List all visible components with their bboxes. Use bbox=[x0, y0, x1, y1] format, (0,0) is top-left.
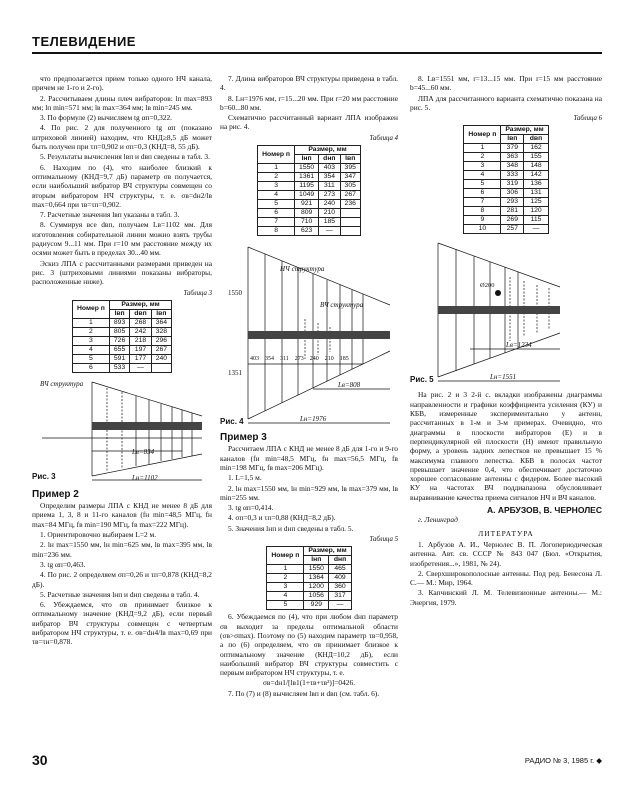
table-cell: 4 bbox=[267, 592, 304, 601]
table-cell: 364 bbox=[151, 318, 171, 327]
table-cell: 5 bbox=[267, 601, 304, 610]
reference: 3. Капчинский Л. М. Телевизионные антенны.— М.: Энергия, 1979. bbox=[410, 588, 602, 607]
table-row bbox=[258, 227, 361, 236]
table-cell: 257 bbox=[501, 225, 524, 234]
table-header-size: Размер, мм bbox=[501, 126, 548, 135]
paragraph: 6. Убеждаемся по (4), что при любом dнп параметр σв выходит за пределы оптимальной области (σв>σmax). Поэтому по (5) находим параметр τв=0,958, а по (6) определяем, что σв принимает близкое к оптимальному значение (КНД=10,2 дБ), если наибольший вибратор ВЧ структуры совместить с первым вибратором НЧ структуры, т. е. bbox=[220, 612, 398, 678]
table-row bbox=[267, 574, 351, 583]
table-cell: 1 bbox=[267, 565, 304, 574]
table-cell: 347 bbox=[340, 173, 360, 182]
table-row bbox=[464, 189, 548, 198]
paragraph: Рассчитаем ЛПА с КНД не менее 8 дБ для 1-го и 9-го каналов (fн min=48,5 МГц, fн max=56,5 МГц, fв min=198 МГц, fв max=206 МГц). bbox=[220, 444, 398, 472]
table-row bbox=[72, 318, 171, 327]
table-cell: 354 bbox=[319, 173, 340, 182]
table-row bbox=[464, 162, 548, 171]
table-cell: — bbox=[319, 227, 340, 236]
table-caption: Таблица 3 bbox=[183, 289, 212, 297]
figure-4-ln-label: Lн=1976 bbox=[300, 415, 327, 424]
table-cell: 3 bbox=[267, 583, 304, 592]
table-col-header: dвп bbox=[130, 309, 151, 318]
table-row bbox=[464, 198, 548, 207]
table-header-size: Размер, мм bbox=[304, 547, 351, 556]
paragraph: Определим размеры ЛПА с КНД не менее 8 дБ для приема 1, 3, 8 и 11-го каналов (fн min=48,5 МГц, fн max=84 МГц, fв min=190 МГц, fв max=222 МГц). bbox=[32, 501, 212, 529]
figure-5-ln-label: Lн=1551 bbox=[490, 373, 517, 382]
dim-label: 185 bbox=[339, 356, 349, 363]
table-cell: 5 bbox=[72, 354, 109, 363]
paragraph: 5. Расчетные значения lнп и dнп сведены в табл. 4. bbox=[40, 589, 200, 599]
table-cell: 1 bbox=[72, 318, 109, 327]
paragraph: 5. Результаты вычисления lвп и dвп сведены в табл. 3. bbox=[40, 152, 210, 162]
table-row bbox=[258, 173, 361, 182]
table-row bbox=[464, 180, 548, 189]
dim-label: 273 bbox=[294, 356, 304, 363]
table-header-number: Номер п bbox=[464, 126, 501, 144]
table-row bbox=[464, 225, 548, 234]
table-cell: 8 bbox=[258, 227, 295, 236]
table-cell: 3 bbox=[464, 162, 501, 171]
table-row bbox=[258, 182, 361, 191]
table-cell: 148 bbox=[524, 162, 548, 171]
example-3-title: Пример 3 bbox=[220, 432, 267, 444]
table-row bbox=[72, 354, 171, 363]
figure-3-drawing bbox=[32, 376, 212, 486]
table-cell: 136 bbox=[524, 180, 548, 189]
table-cell: 236 bbox=[340, 200, 360, 209]
figure-4-vch-label: ВЧ структура bbox=[320, 301, 364, 310]
table-col-header: lнп bbox=[304, 556, 329, 565]
table-col-header: lвп bbox=[340, 155, 360, 164]
table-cell: 2 bbox=[267, 574, 304, 583]
table-cell: 7 bbox=[258, 218, 295, 227]
table-cell: 2 bbox=[464, 153, 501, 162]
paragraph: 4. σп=0,3 и τп=0,88 (КНД=8,2 дБ). bbox=[228, 513, 336, 523]
table-row bbox=[267, 601, 351, 610]
table-row bbox=[464, 216, 548, 225]
reference: 2. Сверхширокополосные антенны. Под ред. Бенесона Л. С.— М.: Мир, 1964. bbox=[410, 568, 602, 588]
dim-label: 403 bbox=[250, 356, 259, 363]
table-col-header: dвп bbox=[524, 135, 548, 144]
table-cell: 155 bbox=[524, 153, 548, 162]
table-cell: — bbox=[524, 225, 548, 234]
table-col-header: lвп bbox=[501, 135, 524, 144]
table-cell: 1056 bbox=[304, 592, 329, 601]
table-cell: 5 bbox=[464, 180, 501, 189]
figure-3-lb-label: Lв=834 bbox=[132, 447, 155, 456]
table-header-number: Номер п bbox=[267, 547, 304, 565]
table-cell: 269 bbox=[501, 216, 524, 225]
table-col-header: dнп bbox=[329, 556, 351, 565]
table-cell: 4 bbox=[72, 345, 109, 354]
paragraph: 7. Длина вибраторов ВЧ структуры приведена в табл. 4. bbox=[220, 74, 398, 93]
paragraph: 2. Рассчитываем длины плеч вибраторов: lп max=893 мм; lп min=571 мм; lв max=364 мм; lв min=245 мм. bbox=[32, 93, 212, 112]
table-row bbox=[267, 592, 351, 601]
table-row bbox=[258, 218, 361, 227]
figure-5-lb-label: Lв=1234 bbox=[506, 341, 532, 350]
table-cell: — bbox=[130, 363, 151, 372]
table-header-size: Размер, мм bbox=[109, 300, 171, 309]
table-body bbox=[258, 164, 361, 236]
table-row bbox=[72, 327, 171, 336]
table-cell: 1361 bbox=[295, 173, 319, 182]
table-3 bbox=[72, 300, 172, 373]
table-cell: 131 bbox=[524, 189, 548, 198]
table-cell: 125 bbox=[524, 198, 548, 207]
table-cell: 3 bbox=[72, 336, 109, 345]
table-body bbox=[464, 144, 548, 234]
table-cell: 115 bbox=[524, 216, 548, 225]
dim-label: 311 bbox=[280, 356, 289, 363]
table-cell: 177 bbox=[130, 354, 151, 363]
column-1 bbox=[32, 74, 212, 648]
figure-3-ln-label: Lн=1102 bbox=[132, 473, 158, 482]
paragraph: 6. Убеждаемся, что σв принимает близкое к оптимальному значение (КНД=9,2 дБ), если первый вибратор ВЧ структуры совмещен с четвертым вибратором НЧ структуры, т. е. σв=dн4/lв max=0,69 при τв=τн=0,878. bbox=[32, 600, 212, 647]
table-cell: 809 bbox=[295, 209, 319, 218]
figure-4 bbox=[220, 239, 398, 429]
table-cell: 710 bbox=[295, 218, 319, 227]
page-number: 30 bbox=[32, 752, 48, 768]
table-cell: 348 bbox=[501, 162, 524, 171]
paragraph: Схематично рассчитанный вариант ЛПА изображен на рис. 4. bbox=[220, 113, 398, 132]
table-cell: 1550 bbox=[304, 565, 329, 574]
table-cell bbox=[340, 218, 360, 227]
paragraph: 3. tg αп=0,463. bbox=[40, 559, 86, 569]
table-cell: 306 bbox=[501, 189, 524, 198]
table-cell: — bbox=[329, 601, 351, 610]
table-6 bbox=[463, 125, 548, 234]
figure-5-diameter-label: Ø200 bbox=[480, 282, 495, 290]
table-cell: 162 bbox=[524, 144, 548, 153]
table-body bbox=[267, 565, 351, 610]
paragraph: 3. По формуле (2) вычисляем tg αп=0,322. bbox=[40, 113, 173, 123]
dim-label: 240 bbox=[309, 356, 319, 363]
table-cell: 6 bbox=[258, 209, 295, 218]
city: г. Ленинград bbox=[418, 515, 458, 525]
figure-4-length2-label: 1351 bbox=[228, 369, 242, 378]
paragraph: 3. tg αп=0,414. bbox=[228, 503, 274, 513]
paragraph: 2. lн max=1550 мм, lн min=625 мм, lв max=395 мм, lв min=236 мм. bbox=[32, 540, 212, 559]
table-col-header: dнп bbox=[319, 155, 340, 164]
table-row bbox=[464, 153, 548, 162]
table-cell: 1550 bbox=[295, 164, 319, 173]
dim-label: 354 bbox=[265, 356, 274, 363]
table-cell: 726 bbox=[109, 336, 129, 345]
paragraph: 6. Находим по (4), что наиболее близкий к оптимальному (КНД=9,7 дБ) параметр σв получается, если наибольший вибратор ВЧ структуры совмещен со вторым вибратором НЧ структуры, т. е. σв=dн2/lв max=0,664 при τв=τп=0,902. bbox=[32, 162, 212, 209]
table-cell: 319 bbox=[501, 180, 524, 189]
table-row bbox=[464, 207, 548, 216]
table-cell: 9 bbox=[464, 216, 501, 225]
dim-label: 210 bbox=[324, 356, 334, 363]
figure-4-label: Рис. 4 bbox=[220, 417, 244, 427]
table-cell: 6 bbox=[464, 189, 501, 198]
table-cell: 805 bbox=[109, 327, 129, 336]
figure-5-drawing bbox=[410, 237, 600, 387]
table-cell: 1049 bbox=[295, 191, 319, 200]
table-cell: 210 bbox=[319, 209, 340, 218]
table-col-header: lвп bbox=[109, 309, 129, 318]
paragraph: 2. lн max=1550 мм, lн min=929 мм, lв max=379 мм, lв min=255 мм. bbox=[220, 483, 398, 502]
paragraph: 8. Lн=1976 мм, r=15...20 мм. При r=20 мм расстояние b=60...80 мм. bbox=[220, 93, 398, 112]
literature-heading: ЛИТЕРАТУРА bbox=[478, 528, 534, 538]
table-cell: 267 bbox=[340, 191, 360, 200]
paragraph: ЛПА для рассчитанного варианта схематично показана на рис. 5. bbox=[410, 93, 602, 112]
table-cell: 363 bbox=[501, 153, 524, 162]
table-row bbox=[72, 345, 171, 354]
paragraph: Эскиз ЛПА с рассчитанными размерами приведен на рис. 3 (штриховыми линиями показаны вибраторы, расположенные ниже). bbox=[32, 258, 212, 287]
paragraph: 8. Суммируя все dвп, получаем Lв=1102 мм. Для изготовления собирательной линии можно взять трубы радиусом 9...11 мм. При r=10 мм расстояние между их осями может быть в пределах 30...40 мм. bbox=[32, 220, 212, 258]
table-cell: 403 bbox=[319, 164, 340, 173]
table-cell: 7 bbox=[464, 198, 501, 207]
table-row bbox=[72, 336, 171, 345]
table-cell: 281 bbox=[501, 207, 524, 216]
table-cell: 360 bbox=[329, 583, 351, 592]
figure-5-label: Рис. 5 bbox=[410, 375, 434, 385]
table-cell: 296 bbox=[151, 336, 171, 345]
example-2-title: Пример 2 bbox=[32, 488, 79, 500]
table-cell: 893 bbox=[109, 318, 129, 327]
table-cell: 197 bbox=[130, 345, 151, 354]
table-cell: 293 bbox=[501, 198, 524, 207]
table-col-header: lнп bbox=[295, 155, 319, 164]
table-cell: 395 bbox=[340, 164, 360, 173]
table-row bbox=[464, 171, 548, 180]
table-cell: 6 bbox=[72, 363, 109, 372]
table-cell: 267 bbox=[151, 345, 171, 354]
table-header-size: Размер, мм bbox=[295, 146, 361, 155]
table-cell: 3 bbox=[258, 182, 295, 191]
paragraph: 4. По рис. 2 для полученного tg αп (показано штриховой линией) находим, что КНД≥8,5 дБ может быть получен при τп=0,902 и σп=0,3 (КНД=8, 55 дБ). bbox=[32, 123, 212, 152]
section-rubric: ТЕЛЕВИДЕНИЕ bbox=[32, 34, 136, 49]
paragraph: 7. По (7) и (8) вычисляем lвп и dвп (см. табл. 6). bbox=[228, 688, 380, 698]
table-cell: 5 bbox=[258, 200, 295, 209]
paragraph: 8. Lв=1551 мм, r=13...15 мм. При r=15 мм расстояние b=45...60 мм. bbox=[410, 74, 602, 93]
page-footer bbox=[32, 752, 602, 772]
paragraph: 7. Расчетные значения lвп указаны в табл. 3. bbox=[40, 210, 180, 220]
page-header bbox=[32, 32, 602, 54]
table-cell bbox=[340, 227, 360, 236]
figure-3-vch-label: ВЧ структура bbox=[40, 379, 84, 388]
table-5 bbox=[266, 546, 351, 610]
authors: А. АРБУЗОВ, В. ЧЕРНОЛЕС bbox=[486, 505, 602, 516]
table-cell: 305 bbox=[340, 182, 360, 191]
figure-4-dims bbox=[250, 355, 349, 364]
table-cell: 1 bbox=[258, 164, 295, 173]
figure-4-lb-label: Lв=808 bbox=[338, 381, 361, 390]
paragraph: 4. По рис. 2 определяем σп=0,26 и τп=0,878 (КНД=8,2 дБ). bbox=[32, 570, 212, 589]
table-header-number: Номер п bbox=[258, 146, 295, 164]
table-cell: 655 bbox=[109, 345, 129, 354]
paragraph: 1. Ориентировочно выбираем L=2 м. bbox=[40, 530, 157, 540]
paragraph: На рис. 2 и 3 2-й с. вкладки изображены диаграммы направленности и графики коэффициента усиления (КУ) и КБВ, измеренные экспериментально у антенн, рассчитанных в 1-м и 3-м примерах. Очевидно, что диаграммы в плоскости вибраторов (Е) и в перпендикулярной ей плоскости (Н) имеют правильную форму, а уровень задних лепестков не превышает 15 % максимума главного лепестка. КБВ в полосах частот превышает значение 0,4, что обеспечивает достаточно хорошее согласование антенны с фидером. Более высокий КУ на частотах ВЧ поддиапазона обусловливает выравнивание качества приема сигналов НЧ и ВЧ каналов. bbox=[410, 390, 602, 502]
table-cell: 142 bbox=[524, 171, 548, 180]
table-cell: 1200 bbox=[304, 583, 329, 592]
table-cell: 623 bbox=[295, 227, 319, 236]
table-cell: 242 bbox=[130, 327, 151, 336]
table-body bbox=[72, 318, 171, 372]
table-cell: 1 bbox=[464, 144, 501, 153]
paragraph: 1. L=1,5 м. bbox=[228, 473, 262, 483]
table-cell: 4 bbox=[258, 191, 295, 200]
figure-4-nch-label: НЧ структура bbox=[280, 265, 325, 274]
table-row bbox=[72, 363, 171, 372]
table-header-number: Номер п bbox=[72, 300, 109, 318]
table-cell: 379 bbox=[501, 144, 524, 153]
reference: 1. Арбузов А. И., Чернолес В. П. Логопериодическая антенна. Авт. св. СССР № 843 047 (Бюл. «Открытия, изобретения...», 1981, № 24). bbox=[410, 539, 602, 568]
table-cell: 120 bbox=[524, 207, 548, 216]
table-cell: 921 bbox=[295, 200, 319, 209]
table-cell: 218 bbox=[130, 336, 151, 345]
table-cell: 533 bbox=[109, 363, 129, 372]
table-row bbox=[258, 209, 361, 218]
column-3 bbox=[410, 74, 602, 608]
table-cell: 2 bbox=[258, 173, 295, 182]
table-cell: 465 bbox=[329, 565, 351, 574]
table-row bbox=[267, 565, 351, 574]
table-cell: 333 bbox=[501, 171, 524, 180]
paragraph: что предполагается прием только одного НЧ канала, причем не 1-го и 2-го). bbox=[32, 74, 212, 93]
table-cell bbox=[340, 209, 360, 218]
table-cell: 273 bbox=[319, 191, 340, 200]
table-4 bbox=[257, 145, 361, 236]
table-row bbox=[464, 144, 548, 153]
table-cell: 268 bbox=[130, 318, 151, 327]
figure-3 bbox=[32, 376, 212, 486]
figure-5 bbox=[410, 237, 602, 387]
table-cell: 317 bbox=[329, 592, 351, 601]
table-col-header: lвп bbox=[151, 309, 171, 318]
figure-4-length-label: 1550 bbox=[228, 289, 242, 298]
table-caption: Таблица 6 bbox=[573, 115, 602, 123]
table-cell: 240 bbox=[151, 354, 171, 363]
table-cell bbox=[151, 363, 171, 372]
paragraph: 5. Значения lнп и dнп сведены в табл. 5. bbox=[228, 523, 354, 533]
table-row bbox=[267, 583, 351, 592]
table-row bbox=[258, 191, 361, 200]
table-caption: Таблица 5 bbox=[369, 536, 398, 544]
table-cell: 10 bbox=[464, 225, 501, 234]
header-rule bbox=[32, 52, 602, 54]
figure-3-label: Рис. 3 bbox=[32, 471, 56, 481]
table-cell: 240 bbox=[319, 200, 340, 209]
table-row bbox=[258, 164, 361, 173]
table-cell: 591 bbox=[109, 354, 129, 363]
table-row bbox=[258, 200, 361, 209]
table-cell: 2 bbox=[72, 327, 109, 336]
table-cell: 409 bbox=[329, 574, 351, 583]
table-cell: 1364 bbox=[304, 574, 329, 583]
table-cell: 185 bbox=[319, 218, 340, 227]
table-cell: 929 bbox=[304, 601, 329, 610]
formula: σв=dн1/[lв1(1+τв+τв²)]=0426. bbox=[262, 678, 356, 688]
source-line: РАДИО № 3, 1985 г. ◆ bbox=[524, 756, 602, 765]
table-caption: Таблица 4 bbox=[369, 134, 398, 142]
table-cell: 328 bbox=[151, 327, 171, 336]
table-cell: 4 bbox=[464, 171, 501, 180]
table-cell: 1195 bbox=[295, 182, 319, 191]
table-cell: 8 bbox=[464, 207, 501, 216]
table-cell: 311 bbox=[319, 182, 340, 191]
column-2 bbox=[220, 74, 398, 699]
